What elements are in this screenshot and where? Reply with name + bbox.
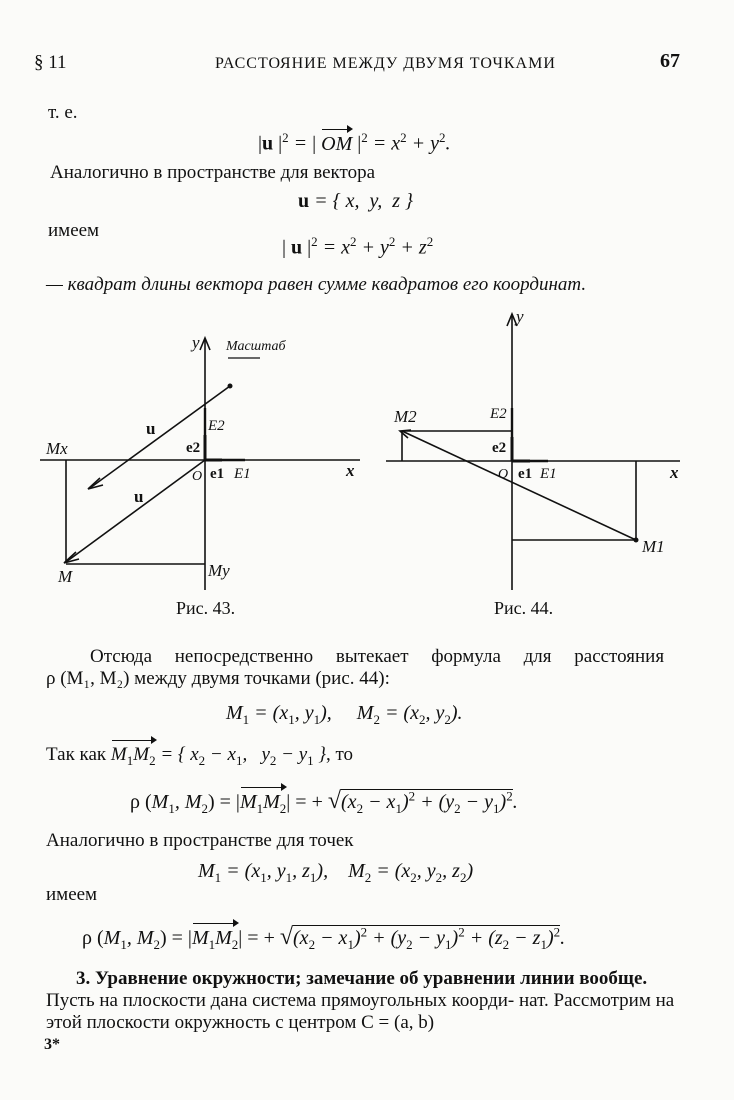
signature-mark: 3*: [44, 1036, 60, 1053]
text-to: , то: [326, 744, 354, 765]
fig43-label-E2: E2: [208, 418, 225, 434]
text-analog-space-vector: Аналогично в пространстве для вектора: [50, 162, 376, 183]
fig43-label-Mx: Mx: [46, 439, 68, 458]
equation-distance-plane: ρ ($M_1$, $M_2) = |M_1M_2|$ = + $√(x_2 - x_1)^2 + (y_2 - y_1)^2$.: [130, 788, 518, 816]
paragraph-otsyuda-line1: Отсюда непосредственно вытекает формула для расстояния: [90, 646, 665, 667]
fig44-label-x: x: [670, 463, 679, 482]
segment-M1-M2: [402, 431, 636, 540]
equation-space-length: | u $|^2 = x^2 + y^2 + z^2$: [282, 234, 434, 259]
fig44-label-E1: E1: [540, 466, 557, 482]
text-imeem-1: имеем: [48, 220, 100, 241]
fig44-label-e1: e1: [518, 466, 533, 482]
section-3-paragraph: [46, 968, 686, 1034]
figure-44: [380, 300, 710, 600]
text-analog-space-points: Аналогично в пространстве для точек: [46, 830, 354, 851]
fig43-label-My: My: [208, 561, 230, 580]
fig43-label-x: x: [346, 461, 355, 480]
text-imeem-2: имеем: [46, 884, 98, 905]
fig44-label-O: O: [498, 467, 509, 482]
text-te: т. е.: [48, 102, 78, 123]
fig44-label-e2: e2: [492, 440, 507, 456]
fig43-label-e2: e2: [186, 440, 201, 456]
fig43-label-e1: e1: [210, 466, 225, 482]
section-3-title: 3. Уравнение окружности; замечание об уравнении линии вообще.: [76, 968, 648, 989]
fig44-label-M2: M2: [394, 407, 417, 426]
equation-vector-u: u = { x, y, z }: [298, 190, 414, 212]
running-title: РАССТОЯНИЕ МЕЖДУ ДВУМЯ ТОЧКАМИ: [215, 55, 556, 72]
fig43-label-O: O: [192, 469, 203, 484]
fig44-label-M1: M1: [642, 537, 665, 556]
section-3-line1: Пусть на плоскости дана система прямоугольных коорди-: [46, 990, 515, 1011]
fig43-label-u-bottom: u: [134, 487, 144, 506]
fig44-label-y: y: [516, 307, 524, 326]
equation-points-plane: $M_1 = (x_1$, $y_1$), $M_2 = (x_2$, $y_2$).: [226, 702, 463, 727]
caption-fig-43: Рис. 43.: [176, 598, 236, 618]
vector-u-top: [90, 386, 230, 488]
text-tak-kak: Так как $M_1M_2$ = { $x_2 - x_1$, $y_2 - y_1$ }, то: [46, 744, 354, 768]
fig44-label-E2: E2: [490, 406, 507, 422]
text-tak-kak-label: Так как: [46, 744, 107, 765]
equation-points-space: $M_1 = (x_1$, $y_1$, $z_1$), $M_2 = (x_2$, $y_2$, $z_2$): [198, 860, 474, 885]
page-number: 67: [660, 50, 680, 72]
fig43-label-y: y: [192, 333, 200, 352]
equation-distance-space: ρ ($M_1$, $M_2) = |M_1M_2|$ = + $√(x_2 - x_1)^2 + (y_2 - y_1)^2 + (z_2 - z_1)^2$.: [82, 924, 566, 952]
caption-fig-44: Рис. 44.: [494, 598, 554, 618]
section-3-line2: нат. Рассмотрим на этой плоскости окружность с центром C = (a, b): [46, 990, 675, 1033]
section-number: § 11: [34, 52, 67, 73]
fig43-label-E1: E1: [234, 466, 251, 482]
paragraph-otsyuda-line2: ρ (M₁, M₂) между двумя точками (рис. 44):: [46, 668, 390, 689]
fig43-scale-label: Масштаб: [226, 339, 286, 354]
figure-43: [30, 300, 380, 600]
theorem-text: — квадрат длины вектора равен сумме квадратов его координат.: [46, 274, 587, 295]
fig43-label-u-top: u: [146, 419, 156, 438]
vector-u-bottom: [66, 460, 205, 562]
equation-plane-length: |u $|^2$ = | OM $|^2 = x^2 + y^2$.: [258, 130, 451, 155]
fig43-label-M: M: [58, 567, 73, 586]
